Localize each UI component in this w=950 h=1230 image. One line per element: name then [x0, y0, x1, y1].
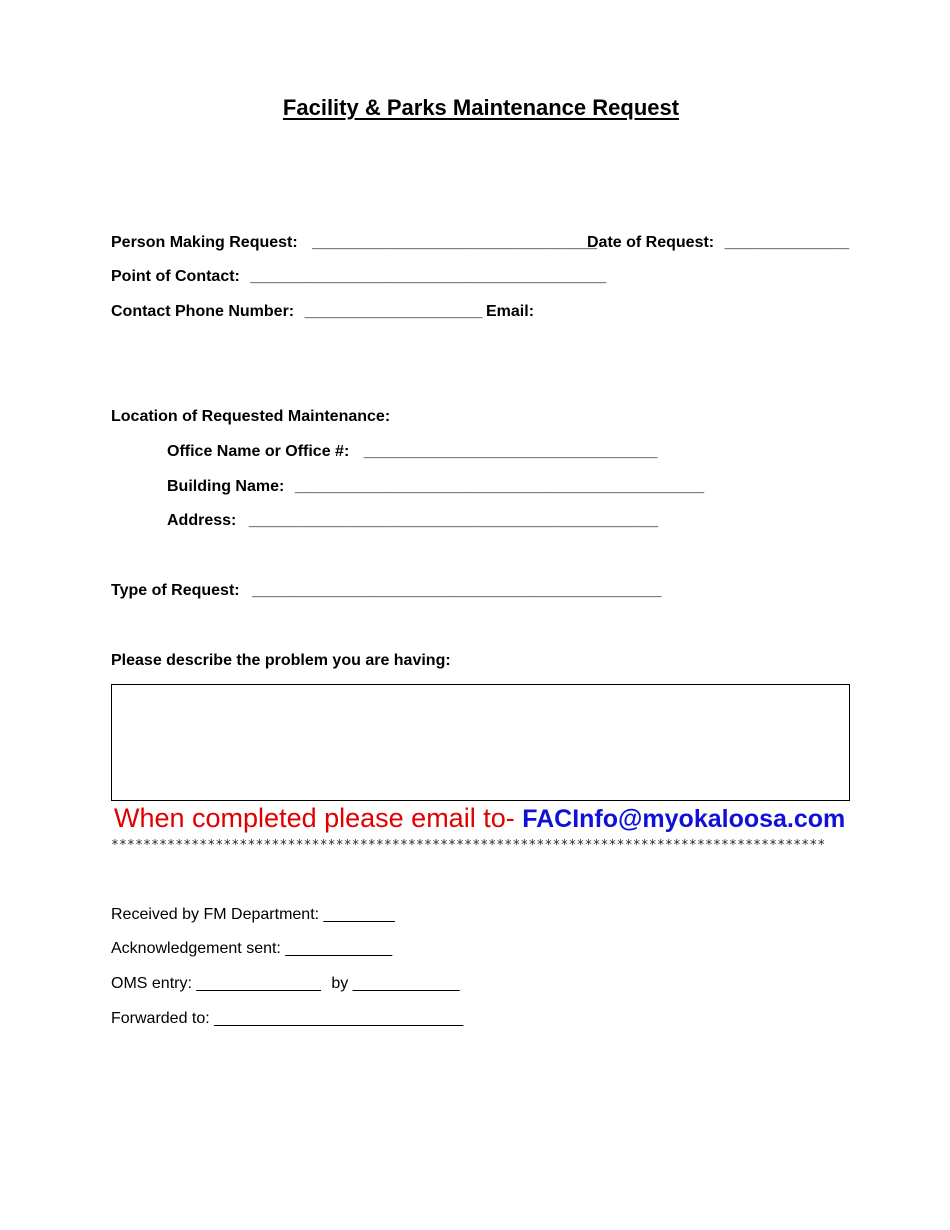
problem-label: Please describe the problem you are having: — [111, 652, 451, 669]
address-field[interactable]: ______________________________________________ — [248, 512, 659, 529]
oms-by-field[interactable]: ____________ — [352, 975, 460, 992]
office-field[interactable]: _________________________________ — [363, 443, 658, 460]
date-of-request-label: Date of Request: — [587, 234, 715, 251]
email-field[interactable] — [538, 303, 718, 321]
contact-phone-label: Contact Phone Number: — [111, 303, 295, 320]
oms-entry-field[interactable]: ______________ — [196, 975, 321, 992]
submit-email-link[interactable]: FACInfo@myokaloosa.com — [522, 805, 846, 833]
type-of-request-field[interactable]: ______________________________________________ — [252, 582, 662, 599]
forwarded-label: Forwarded to: — [111, 1010, 210, 1027]
page-title: Facility & Parks Maintenance Request — [282, 95, 680, 120]
building-row — [167, 478, 704, 496]
oms-by-label: by — [331, 975, 349, 992]
person-making-request-label: Person Making Request: — [111, 234, 298, 251]
type-of-request-label: Type of Request: — [111, 582, 240, 599]
location-heading: Location of Requested Maintenance: — [111, 408, 391, 425]
forwarded-row — [111, 1010, 463, 1028]
point-of-contact-label: Point of Contact: — [111, 268, 240, 285]
office-row — [167, 443, 657, 461]
point-of-contact-field[interactable]: ________________________________________ — [250, 268, 607, 285]
received-row — [111, 906, 395, 924]
date-of-request-row — [587, 234, 849, 252]
oms-entry-label: OMS entry: — [111, 975, 192, 992]
divider-asterisks: ***************************************************************************************** — [111, 838, 826, 853]
person-making-request-field[interactable]: ________________________________ — [312, 234, 597, 251]
submit-instruction — [114, 803, 845, 834]
oms-entry-row — [111, 975, 460, 993]
address-label: Address: — [167, 512, 237, 529]
email-label: Email: — [486, 303, 535, 321]
email-row — [486, 303, 718, 321]
person-making-request-row — [111, 234, 597, 252]
address-row — [167, 512, 658, 530]
point-of-contact-row — [111, 268, 606, 286]
acknowledgement-row — [111, 940, 392, 958]
received-label: Received by FM Department: — [111, 906, 320, 923]
office-label: Office Name or Office #: — [167, 443, 350, 460]
received-field[interactable]: ________ — [323, 906, 395, 923]
problem-description-box[interactable] — [111, 684, 850, 801]
submit-instruction-text: When completed please email to- — [114, 803, 523, 833]
building-field[interactable]: ______________________________________________ — [294, 478, 705, 495]
date-of-request-field[interactable]: ______________ — [724, 234, 850, 251]
building-label: Building Name: — [167, 478, 285, 495]
contact-phone-field[interactable]: ____________________ — [304, 303, 483, 320]
forwarded-field[interactable]: ____________________________ — [214, 1010, 464, 1027]
contact-phone-row — [111, 303, 483, 321]
acknowledgement-field[interactable]: ____________ — [285, 940, 393, 957]
acknowledgement-label: Acknowledgement sent: — [111, 940, 281, 957]
type-of-request-row — [111, 582, 661, 600]
